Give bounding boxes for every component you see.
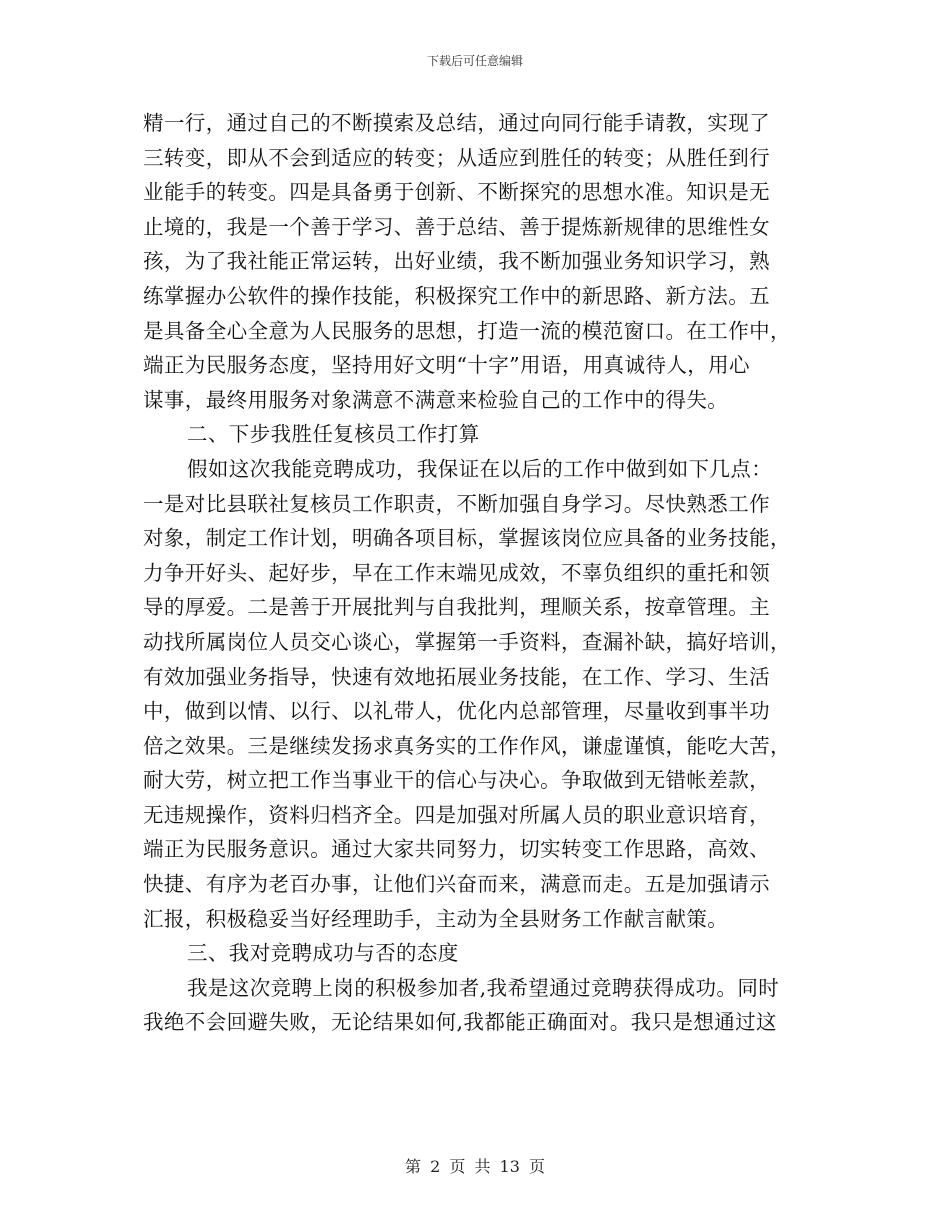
body-line: 谋事，最终用服务对象满意不满意来检验自己的工作中的得失。 xyxy=(143,387,729,412)
body-line: 倍之效果。三是继续发扬求真务实的工作作风，谦虚谨慎，能吃大苦， xyxy=(143,733,791,758)
body-line: 练掌握办公软件的操作技能，积极探究工作中的新思路、新方法。五 xyxy=(143,283,770,308)
body-line: 端正为民服务意识。通过大家共同努力，切实转变工作思路，高效、 xyxy=(143,837,770,862)
body-line: 无违规操作，资料归档齐全。四是加强对所属人员的职业意识培育， xyxy=(143,802,770,827)
body-line: 耐大劳，树立把工作当事业干的信心与决心。争取做到无错帐差款， xyxy=(143,768,770,793)
body-line: 三转变，即从不会到适应的转变；从适应到胜任的转变；从胜任到行 xyxy=(143,145,770,170)
body-line: 业能手的转变。四是具备勇于创新、不断探究的思想水准。知识是无 xyxy=(143,180,770,205)
body-line: 我绝不会回避失败，无论结果如何,我都能正确面对。我只是想通过这 xyxy=(143,1010,777,1035)
body-line: 中，做到以情、以行、以礼带人，优化内总部管理，尽量收到事半功 xyxy=(143,699,770,724)
body-line: 导的厚爱。二是善于开展批判与自我批判，理顺关系，按章管理。主 xyxy=(143,595,770,620)
body-line: 止境的，我是一个善于学习、善于总结、善于提炼新规律的思维性女 xyxy=(143,214,770,239)
body-line: 精一行，通过自己的不断摸索及总结，通过向同行能手请教，实现了 xyxy=(143,111,770,135)
section-heading: 二、下步我胜任复核员工作打算 xyxy=(187,422,480,447)
paragraph-start-line: 假如这次我能竞聘成功，我保证在以后的工作中做到如下几点： xyxy=(187,456,773,481)
body-line: 一是对比县联社复核员工作职责，不断加强自身学习。尽快熟悉工作 xyxy=(143,491,770,516)
body-line: 动找所属岗位人员交心谈心，掌握第一手资料，查漏补缺，搞好培训， xyxy=(143,629,791,654)
body-line: 汇报，积极稳妥当好经理助手，主动为全县财务工作献言献策。 xyxy=(143,906,729,931)
body-line: 孩，为了我社能正常运转，出好业绩，我不断加强业务知识学习，熟 xyxy=(143,249,770,274)
body-line: 对象，制定工作计划，明确各项目标，掌握该岗位应具备的业务技能， xyxy=(143,526,791,551)
section-heading: 三、我对竞聘成功与否的态度 xyxy=(187,941,459,966)
body-line: 端正为民服务态度，坚持用好文明“十字”用语，用真诚待人，用心 xyxy=(143,353,750,378)
page-header: 下载后可任意编辑 xyxy=(426,54,523,68)
body-line: 是具备全心全意为人民服务的思想，打造一流的模范窗口。在工作中， xyxy=(143,318,791,343)
paragraph-start-line: 我是这次竞聘上岗的积极参加者,我希望通过竞聘获得成功。同时 xyxy=(187,975,780,1000)
body-line: 有效加强业务指导，快速有效地拓展业务技能，在工作、学习、生活 xyxy=(143,664,770,689)
page-number-footer: 第 2 页 共 13 页 xyxy=(405,1157,545,1176)
body-line: 力争开好头、起好步，早在工作末端见成效，不辜负组织的重托和领 xyxy=(143,560,770,585)
document-body xyxy=(143,106,807,1040)
body-line: 快捷、有序为老百办事，让他们兴奋而来，满意而走。五是加强请示 xyxy=(143,872,770,897)
